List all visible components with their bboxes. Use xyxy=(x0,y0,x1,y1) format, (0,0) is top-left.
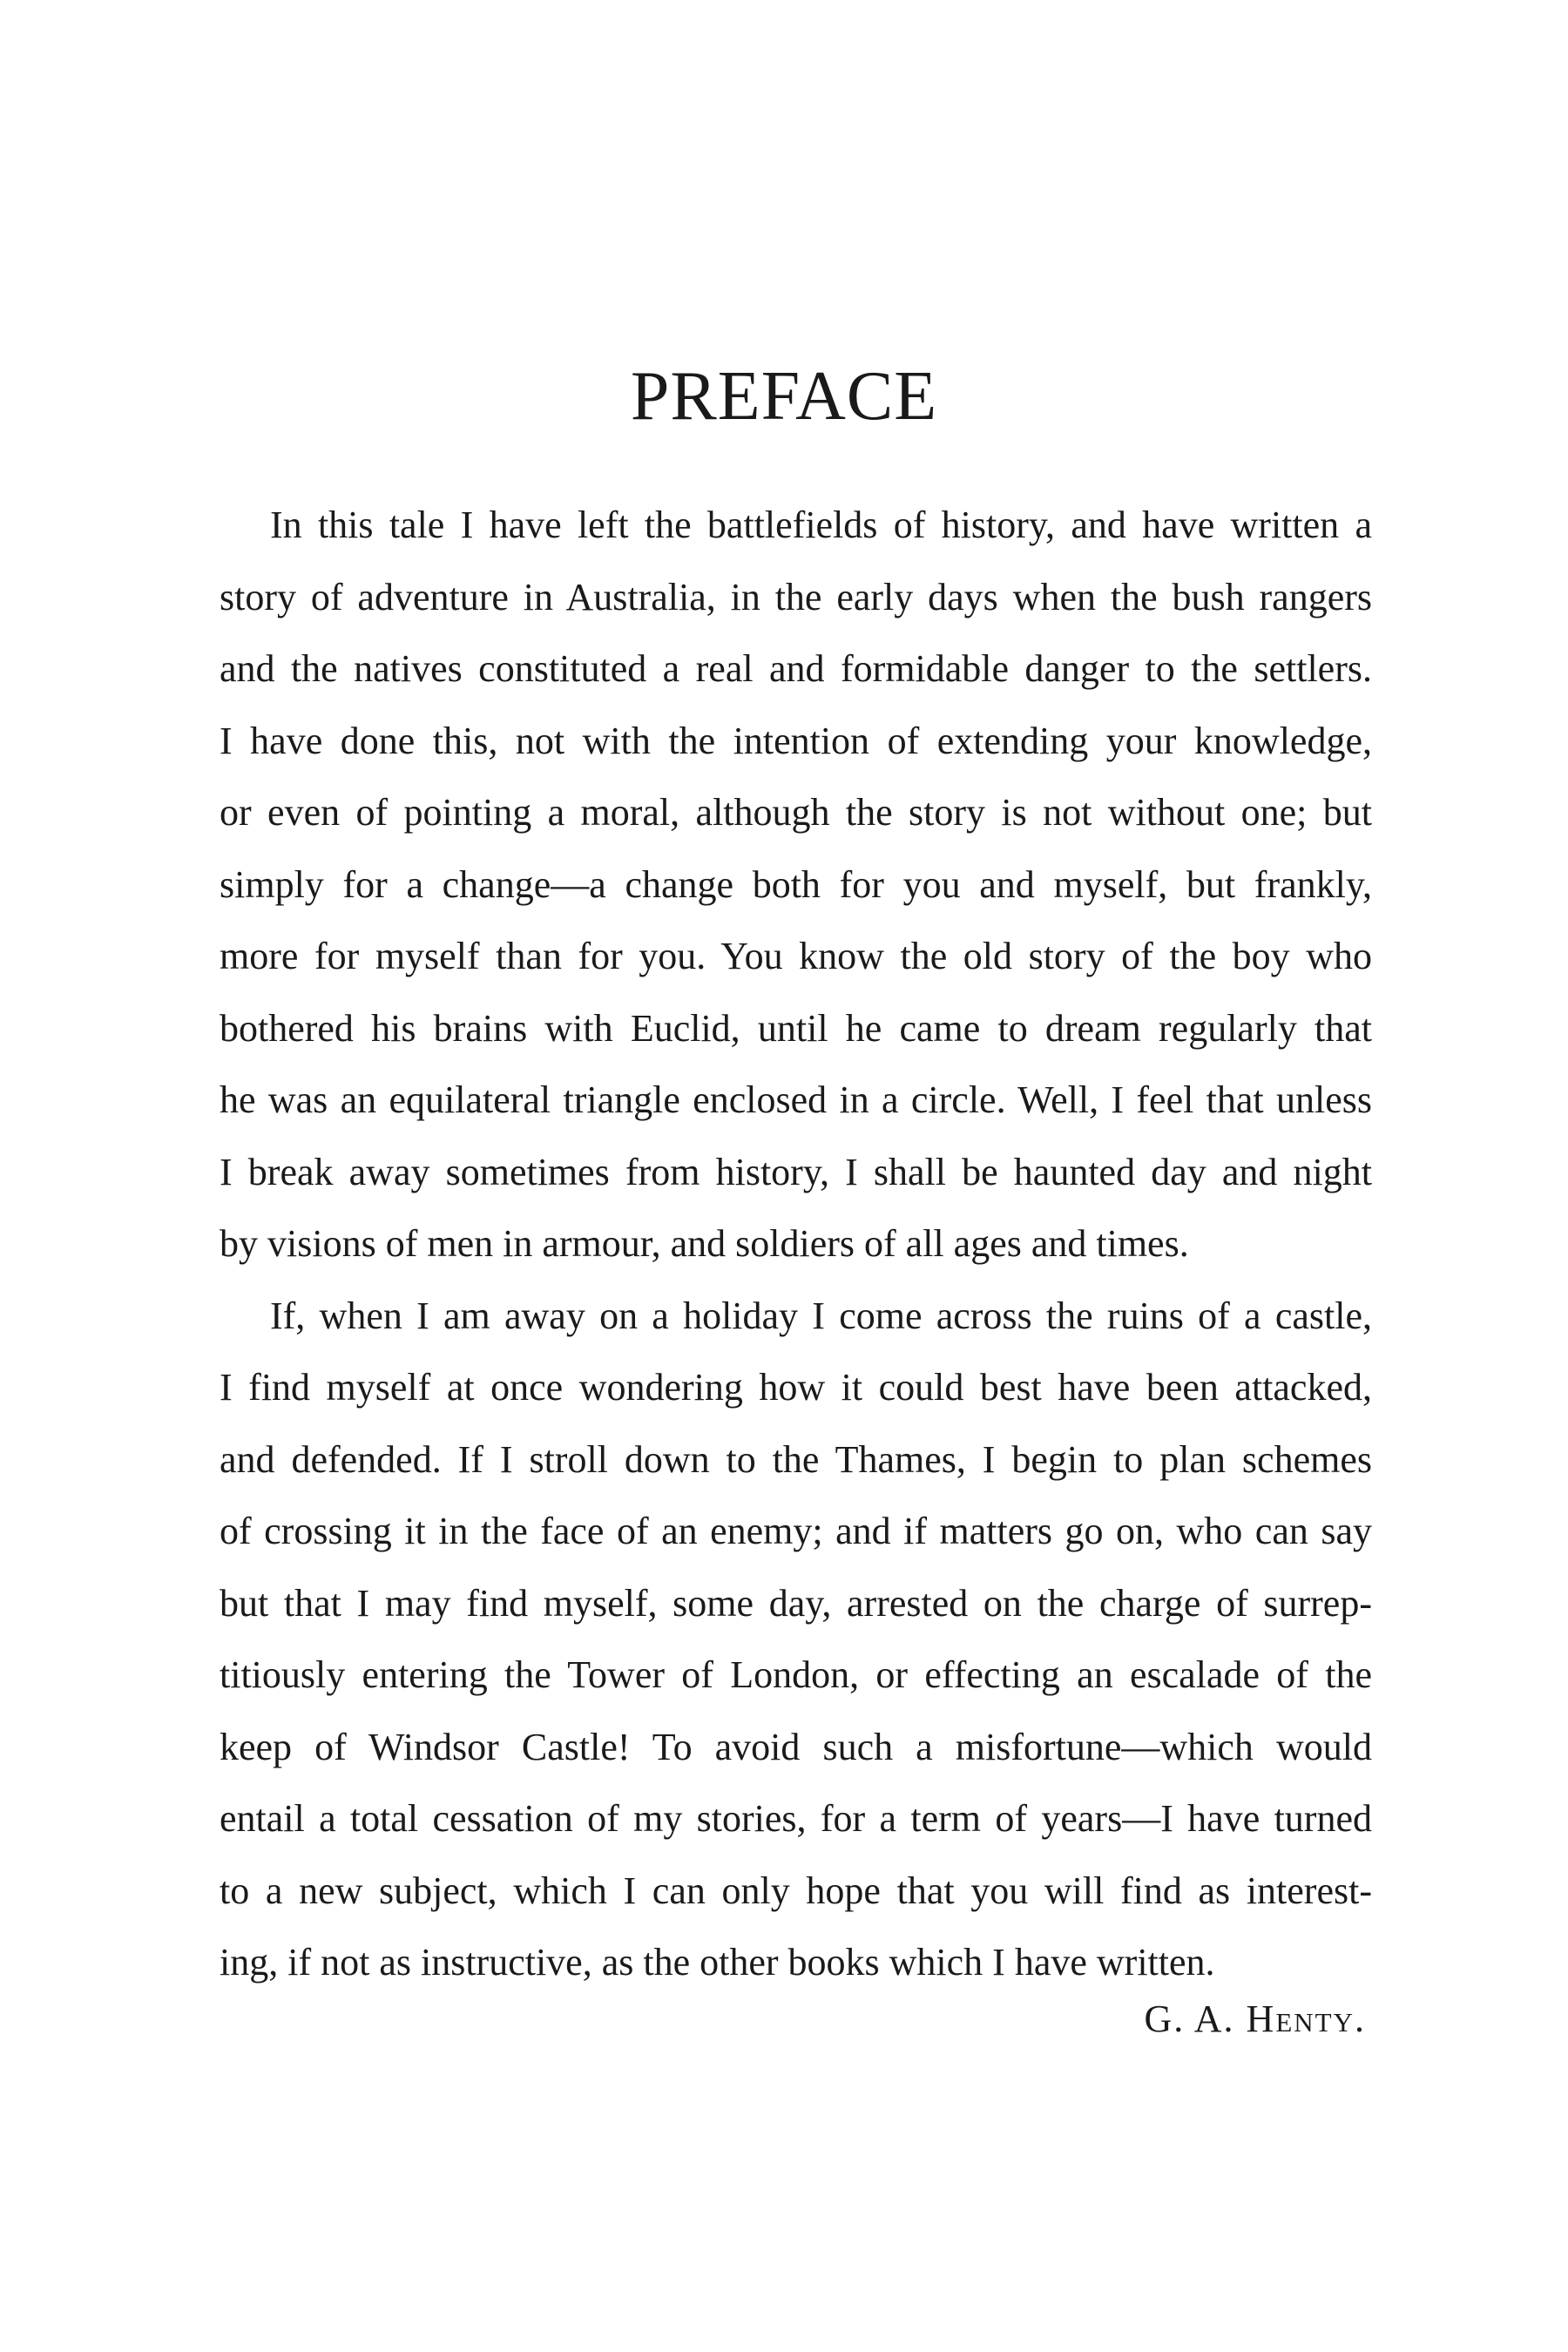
text-line: keep of Windsor Castle! To avoid such a misfortune—which would xyxy=(220,1725,1372,1768)
author-signature xyxy=(1144,1993,1366,2045)
page-title: PREFACE xyxy=(630,358,938,435)
text-line: of crossing it in the face of an enemy; and if matters go on, who can say xyxy=(220,1510,1372,1552)
text-line: bothered his brains with Euclid, until he came to dream regularly that xyxy=(220,1006,1372,1050)
signature-surname-rest: enty. xyxy=(1275,1997,1366,2040)
text-line: but that I may find myself, some day, arrested on the charge of surrep- xyxy=(220,1581,1372,1625)
text-line: I find myself at once wondering how it could best have been attacked, xyxy=(220,1366,1372,1409)
text-line: by visions of men in armour, and soldiers of all ages and times. xyxy=(220,1222,1189,1265)
text-line: or even of pointing a moral, although the story is not without one; but xyxy=(220,791,1372,834)
paragraph-2 xyxy=(220,1281,1372,1999)
signature-initials: G. A. H xyxy=(1144,1997,1276,2040)
text-line: entail a total cessation of my stories, for a term of years—I have turned xyxy=(220,1797,1372,1840)
text-line: he was an equilateral triangle enclosed in a circle. Well, I feel that unless xyxy=(220,1078,1372,1121)
text-line: I have done this, not with the intention of extending your knowledge, xyxy=(220,719,1372,762)
text-line: ing, if not as instructive, as the other books which I have written. xyxy=(220,1941,1215,1984)
text-line: more for myself than for you. You know the old story of the boy who xyxy=(220,935,1372,977)
text-line: story of adventure in Australia, in the early days when the bush rangers xyxy=(220,575,1372,618)
text-line: simply for a change—a change both for you and myself, but frankly, xyxy=(220,862,1372,906)
text-line: and defended. If I stroll down to the Thames, I begin to plan schemes xyxy=(220,1437,1372,1481)
text-line: titiously entering the Tower of London, or effecting an escalade of the xyxy=(220,1653,1372,1696)
text-line: I break away sometimes from history, I shall be haunted day and night xyxy=(220,1150,1372,1193)
text-line: If, when I am away on a holiday I come across the ruins of a castle, xyxy=(270,1294,1372,1337)
paragraph-1 xyxy=(220,490,1372,1281)
preface-body xyxy=(220,490,1372,1999)
text-line: In this tale I have left the battlefields of history, and have written a xyxy=(270,504,1372,546)
text-line: and the natives constituted a real and formidable danger to the settlers. xyxy=(220,647,1372,690)
text-line: to a new subject, which I can only hope that you will find as interest- xyxy=(220,1869,1372,1912)
